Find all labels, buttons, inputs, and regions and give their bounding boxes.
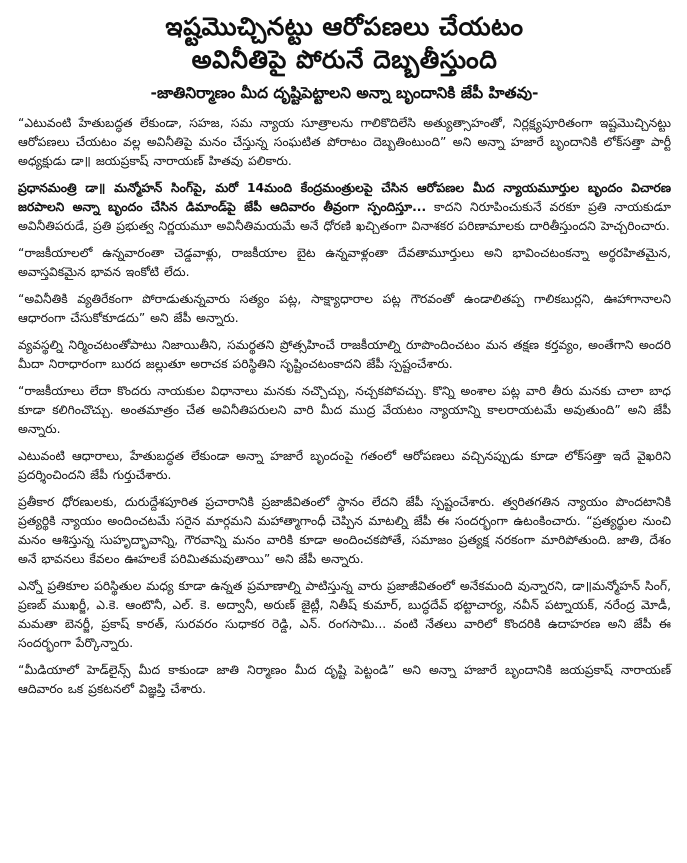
headline-line-2: అవినీతిపై పోరునే దెబ్బతీస్తుంది [191,45,498,74]
paragraph-7-text: ఎటువంటి ఆధారాలు, హేతుబద్ధత లేకుండా అన్నా హజారే బృందంపై గతంలో ఆరోపణలు వచ్చినప్పుడు కూడా లోక్‌సత్తా ఇదే వైఖరిని ప్రదర్శించిందని జేపీ గుర్తుచేశారు. [18,449,671,482]
paragraph-8 [18,493,671,569]
paragraph-2-text: కాదని నిరూపించుకునే వరకూ ప్రతి నాయకుడూ అవినీతిపరుడే, ప్రతి ప్రభుత్వ నిర్ణయమూ అవినీతిమయమే అనే ధోరణి ఖచ్చితంగా వినాశకర పరిణామాలకు దారితీస్తుందని హెచ్చరించారు. [18,200,671,233]
paragraph-4-text: “అవినీతికి వ్యతిరేకంగా పోరాడుతున్నవారు సత్యం పట్ల, సాక్ష్యాధారాల పట్ల గౌరవంతో ఉండాలితప్ప గాలికబుర్లని, ఊహాగానాలని ఆధారంగా చేసుకోకూడదు” అని జేపీ అన్నారు. [18,292,671,325]
paragraph-1-text: “ఎటువంటి హేతుబద్ధత లేకుండా, సహజ, సమ న్యాయ సూత్రాలను గాలికొదిలేసి అత్యుత్సాహంతో, నిర్లక్ష్యపూరితంగా ఇష్టమొచ్చినట్టు ఆరోపణలు చేయటం వల్ల అవినీతిపై మనం చేస్తున్న సంఘటిత పోరాటం దెబ్బతింటుంది” అని అన్నా హజారే బృందానికి లోక్‌సత్తా పార్టీ అధ్యక్షుడు డా॥ జయప్రకాష్ నారాయణ్ హితవు పలికారు. [18,116,671,168]
paragraph-5 [18,336,671,374]
paragraph-3 [18,244,671,282]
paragraph-5-text: వ్యవస్థల్ని నిర్మించటంతోపాటు నిజాయితీని, సమర్థతని ప్రోత్సహించే రాజకీయాల్ని రూపొందించటం మన తక్షణ కర్తవ్యం, అంతేగాని అందరి మీదా నిరాధారంగా బురద జల్లుతూ అరాచక పరిస్థితిని సృష్టించటంకాదని జేపీ స్పష్టంచేశారు. [18,338,671,371]
headline-line-1: ఇష్టమొచ్చినట్టు ఆరోపణలు చేయటం [165,12,524,41]
paragraph-7 [18,447,671,485]
paragraph-10-text: “మీడియాలో హెడ్‌లైన్స్ మీద కాకుండా జాతి నిర్మాణం మీద దృష్టి పెట్టండి” అని అన్నా హజారే బృందానికి జయప్రకాష్ నారాయణ్ ఆదివారం ఒక ప్రకటనలో విజ్ఞప్తి చేశారు. [18,663,671,696]
paragraph-9 [18,577,671,653]
paragraph-6 [18,382,671,439]
paragraph-8-text: ప్రతీకార ధోరణులకు, దురుద్దేశపూరిత ప్రచారానికి ప్రజాజీవితంలో స్థానం లేదని జేపీ స్పష్టంచేశారు. త్వరితగతిన న్యాయం పొందటానికి ప్రత్యర్థికి న్యాయం అందించటమే సరైన మార్గమని మహాత్మాగాంధీ చెప్పిన మాటల్ని జేపీ ఈ సందర్భంగా ఉటంకించారు. “ప్రత్యర్థుల నుంచి మనం ఆశిస్తున్న సుహృద్భావాన్ని, గౌరవాన్ని మనం వారికి కూడా అందించకపోతే, సమాజం ప్రత్యక్ష నరకంగా మారిపోతుంది. జాతి, దేశం అనే భావనలు కేవలం ఊహలకే పరిమితమవుతాయి” అని జేపీ అన్నారు. [18,495,671,566]
paragraph-6-text: “రాజకీయాలు లేదా కొందరు నాయకుల విధానాలు మనకు నచ్చొచ్చు, నచ్చకపోవచ్చు. కొన్ని అంశాల పట్ల వారి తీరు మనకు చాలా బాధ కూడా కలిగించొచ్చు. అంతమాత్రం చేత అవినీతిపరులని వారి మీద ముద్ర వేయటం న్యాయాన్ని కాలరాయటమే అవుతుంది” అని జేపీ అన్నారు. [18,384,671,436]
paragraph-10 [18,661,671,699]
paragraph-2-lead: ప్రధానమంత్రి డా॥ మన్మోహన్ సింగ్‌పై, మరో 14మంది కేంద్రమంత్రులపై చేసిన ఆరోపణల మీద న్యాయమూర్తుల బృందం విచారణ జరపాలని అన్నా బృందం చేసిన డిమాండ్‌పై జేపీ ఆదివారం తీవ్రంగా స్పందిస్తూ... [18,181,671,214]
paragraph-9-text: ఎన్నో ప్రతికూల పరిస్థితుల మధ్య కూడా ఉన్నత ప్రమాణాల్ని పాటిస్తున్న వారు ప్రజాజీవితంలో అనేకమంది వున్నారని, డా॥మన్మోహన్ సింగ్, ప్రణబ్ ముఖర్జీ, ఎ.కె. ఆంటొనీ, ఎల్. కె. అద్వానీ, అరుణ్ జైట్లీ, నితీష్ కుమార్, బుద్ధదేవ్ భట్టాచార్య, నవీన్ పట్నాయక్, నరేంద్ర మోడీ, మమతా బెనర్జీ, ప్రకాష్ కారత్, సురవరం సుధాకర రెడ్డి, ఎన్. రంగసామి... వంటి నేతలు వారిలో కొందరికి ఉదాహరణ అని జేపీ ఈ సందర్భంగా పేర్కొన్నారు. [18,579,671,650]
paragraph-3-text: “రాజకీయాలలో ఉన్నవారంతా చెడ్డవాళ్లు, రాజకీయాల బైట ఉన్నవాళ్లంతా దేవతామూర్తులు అని భావించటంకన్నా అర్థరహితమైన, అవాస్తవికమైన భావన ఇంకోటి లేదు. [18,246,671,279]
paragraph-4 [18,290,671,328]
paragraph-2 [18,179,671,236]
subheadline: -జాతినిర్మాణం మీద దృష్టిపెట్టాలని అన్నా బృందానికి జేపీ హితవు- [150,84,539,102]
paragraph-1 [18,114,671,171]
